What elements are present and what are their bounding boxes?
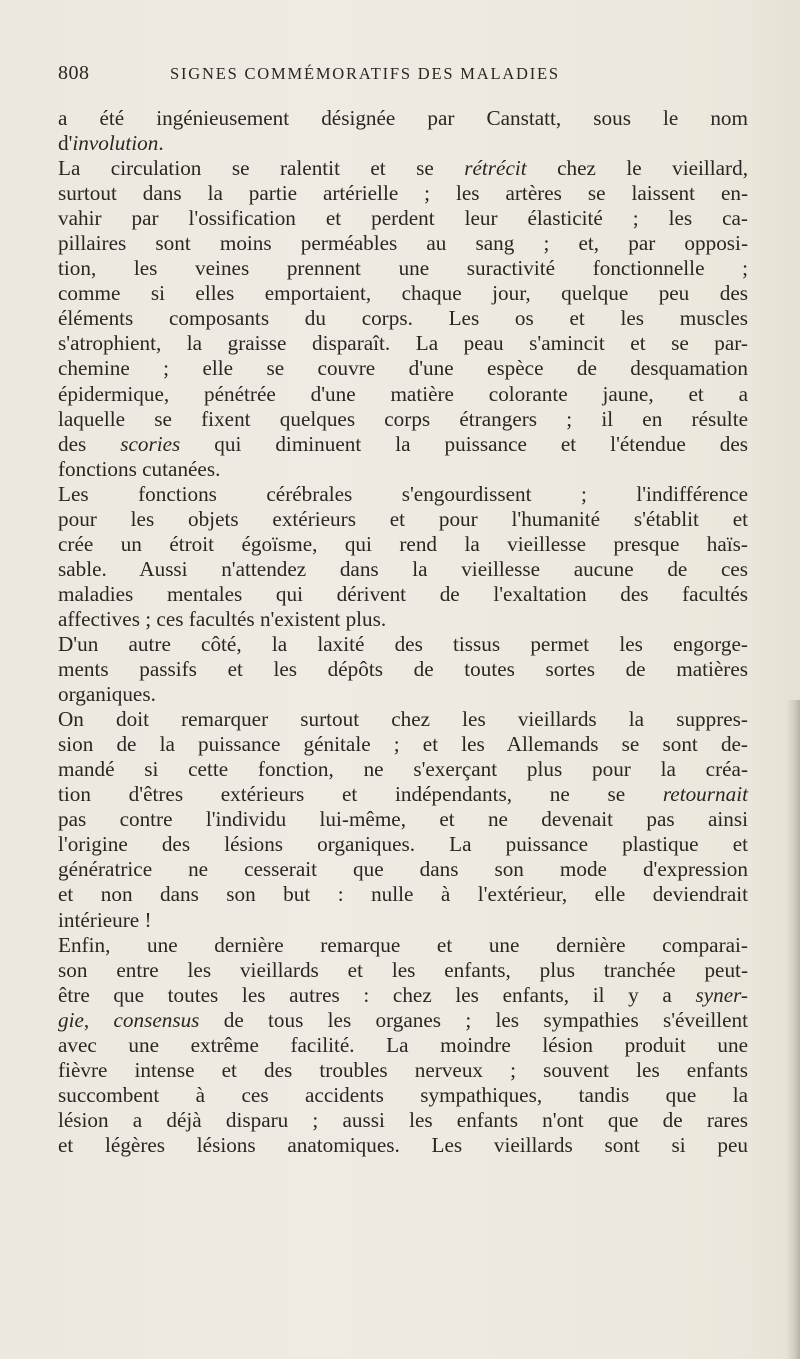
- text-segment: pas contre l'individu lui-même, et ne devenait pas ainsi: [58, 807, 748, 832]
- italic-term: consensus: [113, 1007, 200, 1032]
- text-segment: avec une extrême facilité. La moindre lésion produit une: [58, 1032, 748, 1057]
- text-line: [58, 181, 748, 206]
- text-segment: crée un étroit égoïsme, qui rend la vieillesse presque haïs-: [58, 531, 748, 556]
- text-segment: des: [58, 431, 121, 456]
- text-line: [58, 432, 748, 457]
- text-segment: pour les objets extérieurs et pour l'humanité s'établit et: [58, 506, 748, 531]
- text-segment: s'atrophient, la graisse disparaît. La peau s'amincit et se par-: [58, 331, 748, 356]
- text-line: [58, 407, 748, 432]
- text-line: [58, 532, 748, 557]
- text-line: [58, 782, 748, 807]
- text-segment: ,: [83, 1007, 114, 1032]
- italic-term: gie: [58, 1007, 84, 1032]
- italic-term: involution: [72, 131, 159, 156]
- text-line: [58, 1033, 748, 1058]
- text-segment: éléments composants du corps. Les os et les muscles: [58, 306, 748, 331]
- text-line: [58, 206, 748, 231]
- text-line: [58, 757, 748, 782]
- text-segment: tion, les veines prennent une suractivité fonctionnelle ;: [58, 256, 748, 281]
- text-line: [58, 983, 748, 1008]
- text-line: [58, 1108, 748, 1133]
- text-line: [58, 131, 748, 156]
- text-line: [58, 958, 748, 983]
- body-text: [58, 106, 748, 1158]
- text-line: [58, 857, 748, 882]
- text-segment: fièvre intense et des troubles nerveux ; souvent les enfants: [58, 1057, 748, 1082]
- page-header: [58, 62, 748, 88]
- running-head: SIGNES COMMÉMORATIFS DES MALADIES: [170, 64, 560, 83]
- text-segment: épidermique, pénétrée d'une matière colorante jaune, et a: [58, 381, 748, 406]
- italic-term: scories: [120, 431, 181, 456]
- text-line: [58, 281, 748, 306]
- text-line: [58, 657, 748, 682]
- text-segment: d': [58, 131, 73, 156]
- text-line: [58, 908, 748, 933]
- text-line: [58, 682, 748, 707]
- text-line: [58, 1083, 748, 1108]
- text-line: [58, 732, 748, 757]
- text-segment: de tous les organes ; les sympathies s'éveillent: [199, 1007, 749, 1032]
- text-line: [58, 231, 748, 256]
- text-segment: .: [158, 131, 164, 156]
- text-line: [58, 507, 748, 532]
- text-line: [58, 156, 748, 181]
- text-segment: comme si elles emportaient, chaque jour, quelque peu des: [58, 281, 748, 306]
- text-segment: sable. Aussi n'attendez dans la vieillesse aucune de ces: [58, 556, 748, 581]
- text-line: [58, 832, 748, 857]
- text-segment: chemine ; elle se couvre d'une espèce de desquamation: [58, 356, 748, 381]
- italic-term: retournait: [662, 782, 748, 807]
- text-segment: laquelle se fixent quelques corps étrangers ; il en résulte: [58, 406, 748, 431]
- text-segment: pillaires sont moins perméables au sang ; et, par opposi-: [58, 231, 748, 256]
- text-segment: mandé si cette fonction, ne s'exerçant plus pour la créa-: [58, 757, 748, 782]
- page-number: 808: [58, 62, 90, 84]
- text-line: [58, 482, 748, 507]
- text-segment: son entre les vieillards et les enfants, plus tranchée peut-: [58, 957, 748, 982]
- text-line: [58, 356, 748, 381]
- text-segment: Enfin, une dernière remarque et une dernière comparai-: [58, 932, 748, 957]
- text-segment: On doit remarquer surtout chez les vieillards la suppres-: [58, 707, 748, 732]
- text-segment: maladies mentales qui dérivent de l'exaltation des facultés: [58, 581, 748, 606]
- text-line: [58, 382, 748, 407]
- text-segment: D'un autre côté, la laxité des tissus permet les engorge-: [58, 631, 748, 656]
- text-line: [58, 707, 748, 732]
- text-segment: ments passifs et les dépôts de toutes sortes de matières: [58, 657, 748, 682]
- text-segment: tion d'êtres extérieurs et indépendants, ne se: [58, 782, 663, 807]
- text-segment: être que toutes les autres : chez les enfants, il y a: [58, 982, 696, 1007]
- text-line: [58, 807, 748, 832]
- italic-term: syner-: [695, 982, 748, 1007]
- text-line: [58, 331, 748, 356]
- text-segment: Les fonctions cérébrales s'engourdissent ; l'indifférence: [58, 481, 748, 506]
- text-segment: lésion a déjà disparu ; aussi les enfants n'ont que de rares: [58, 1107, 748, 1132]
- text-line: [58, 632, 748, 657]
- text-line: [58, 1008, 748, 1033]
- text-line: [58, 306, 748, 331]
- text-line: [58, 1133, 748, 1158]
- text-line: [58, 106, 748, 131]
- text-segment: organiques.: [58, 682, 156, 707]
- text-line: [58, 933, 748, 958]
- text-segment: chez le vieillard,: [526, 156, 748, 181]
- text-segment: affectives ; ces facultés n'existent plus.: [58, 606, 387, 631]
- text-line: [58, 256, 748, 281]
- text-line: [58, 557, 748, 582]
- text-segment: et non dans son but : nulle à l'extérieur, elle deviendrait: [58, 882, 748, 907]
- text-segment: qui diminuent la puissance et l'étendue des: [180, 431, 748, 456]
- text-segment: surtout dans la partie artérielle ; les artères se laissent en-: [58, 181, 748, 206]
- text-segment: et légères lésions anatomiques. Les vieillards sont si peu: [58, 1132, 748, 1157]
- text-segment: La circulation se ralentit et se: [58, 156, 465, 181]
- text-segment: l'origine des lésions organiques. La puissance plastique et: [58, 832, 748, 857]
- text-line: [58, 582, 748, 607]
- italic-term: rétrécit: [464, 156, 527, 181]
- text-segment: a été ingénieusement désignée par Canstatt, sous le nom: [58, 106, 748, 130]
- text-segment: génératrice ne cesserait que dans son mode d'expression: [58, 857, 748, 882]
- text-line: [58, 457, 748, 482]
- text-line: [58, 607, 748, 632]
- text-segment: succombent à ces accidents sympathiques, tandis que la: [58, 1082, 748, 1107]
- text-segment: vahir par l'ossification et perdent leur élasticité ; les ca-: [58, 206, 748, 231]
- text-segment: fonctions cutanées.: [58, 456, 221, 481]
- text-segment: sion de la puissance génitale ; et les Allemands se sont de-: [58, 732, 748, 757]
- text-segment: intérieure !: [58, 907, 152, 932]
- text-line: [58, 1058, 748, 1083]
- page-edge-shadow: [786, 700, 800, 1359]
- text-line: [58, 882, 748, 907]
